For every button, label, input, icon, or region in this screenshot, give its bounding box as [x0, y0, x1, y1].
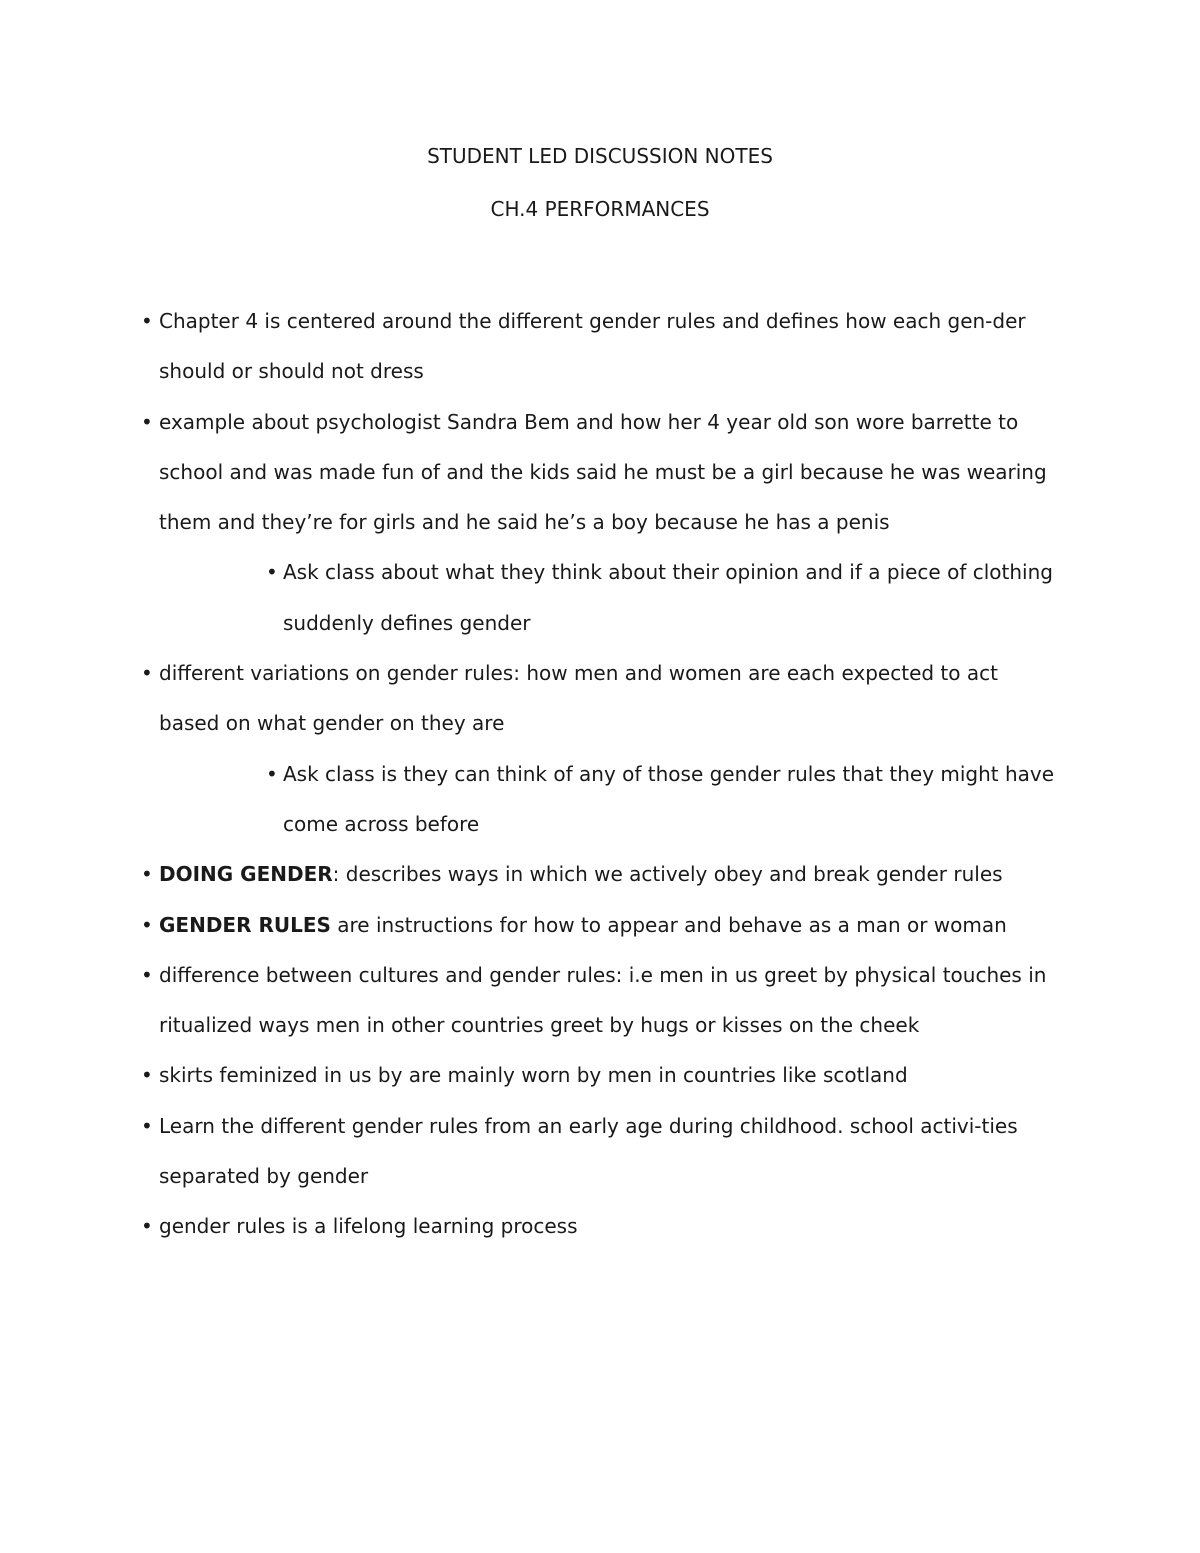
list-item-text: difference between cultures and gender rules: i.e men in us greet by physical touches in ritualized ways men in other countries greet by hugs or kisses on the cheek [159, 962, 1047, 1038]
sub-list-item [0, 547, 1065, 648]
list-item [0, 950, 1064, 1051]
bullet-icon: • [141, 309, 153, 333]
bullet-icon: • [141, 912, 153, 937]
list-item [0, 296, 1064, 397]
list-item-text: are instructions for how to appear and behave as a man or woman [330, 912, 1007, 937]
list-item-text: Learn the different gender rules from an early age during childhood. school activi-ties separated by gender [159, 1113, 1018, 1189]
term-label: GENDER RULES [159, 912, 331, 937]
list-item-text: example about psychologist Sandra Bem and how her 4 year old son wore barrette to school and was made fun of and the kids said he must be a girl because he was wearing them and they’re for girls and he said he’s a boy because he has a penis [159, 409, 1047, 535]
list-item-text: gender rules is a lifelong learning process [159, 1214, 578, 1239]
bullet-icon: • [266, 560, 278, 585]
document-subtitle: CH.4 PERFORMANCES [490, 197, 710, 221]
list-item [0, 397, 1064, 548]
bullet-icon: • [141, 1214, 153, 1239]
list-item-text: Ask class is they can think of any of those gender rules that they might have come across before [283, 761, 1055, 836]
notes-list [0, 296, 1200, 1252]
list-item [0, 1050, 1064, 1100]
document-title: STUDENT LED DISCUSSION NOTES [427, 144, 773, 168]
list-item-text: different variations on gender rules: how men and women are each expected to act based on what gender on they are [159, 661, 998, 736]
term-label: DOING GENDER [159, 862, 333, 887]
list-item [0, 1101, 1064, 1202]
list-item [0, 900, 1064, 950]
list-item-text: Ask class about what they think about their opinion and if a piece of clothing suddenly defines gender [283, 560, 1053, 635]
list-item-text: Chapter 4 is centered around the different gender rules and defines how each gen-der should or should not dress [159, 309, 1026, 384]
bullet-icon: • [141, 1113, 153, 1138]
sub-list-item [0, 749, 1065, 850]
bullet-icon: • [141, 862, 153, 887]
bullet-icon: • [141, 1063, 153, 1088]
bullet-icon: • [141, 409, 153, 434]
bullet-icon: • [266, 761, 278, 786]
list-item-text: skirts feminized in us by are mainly worn by men in countries like scotland [159, 1063, 908, 1088]
list-item-text: : describes ways in which we actively obey and break gender rules [332, 862, 1003, 887]
list-item [0, 849, 1064, 899]
list-item [0, 1201, 1064, 1251]
bullet-icon: • [141, 661, 153, 686]
list-item [0, 648, 1064, 749]
bullet-icon: • [141, 962, 153, 987]
